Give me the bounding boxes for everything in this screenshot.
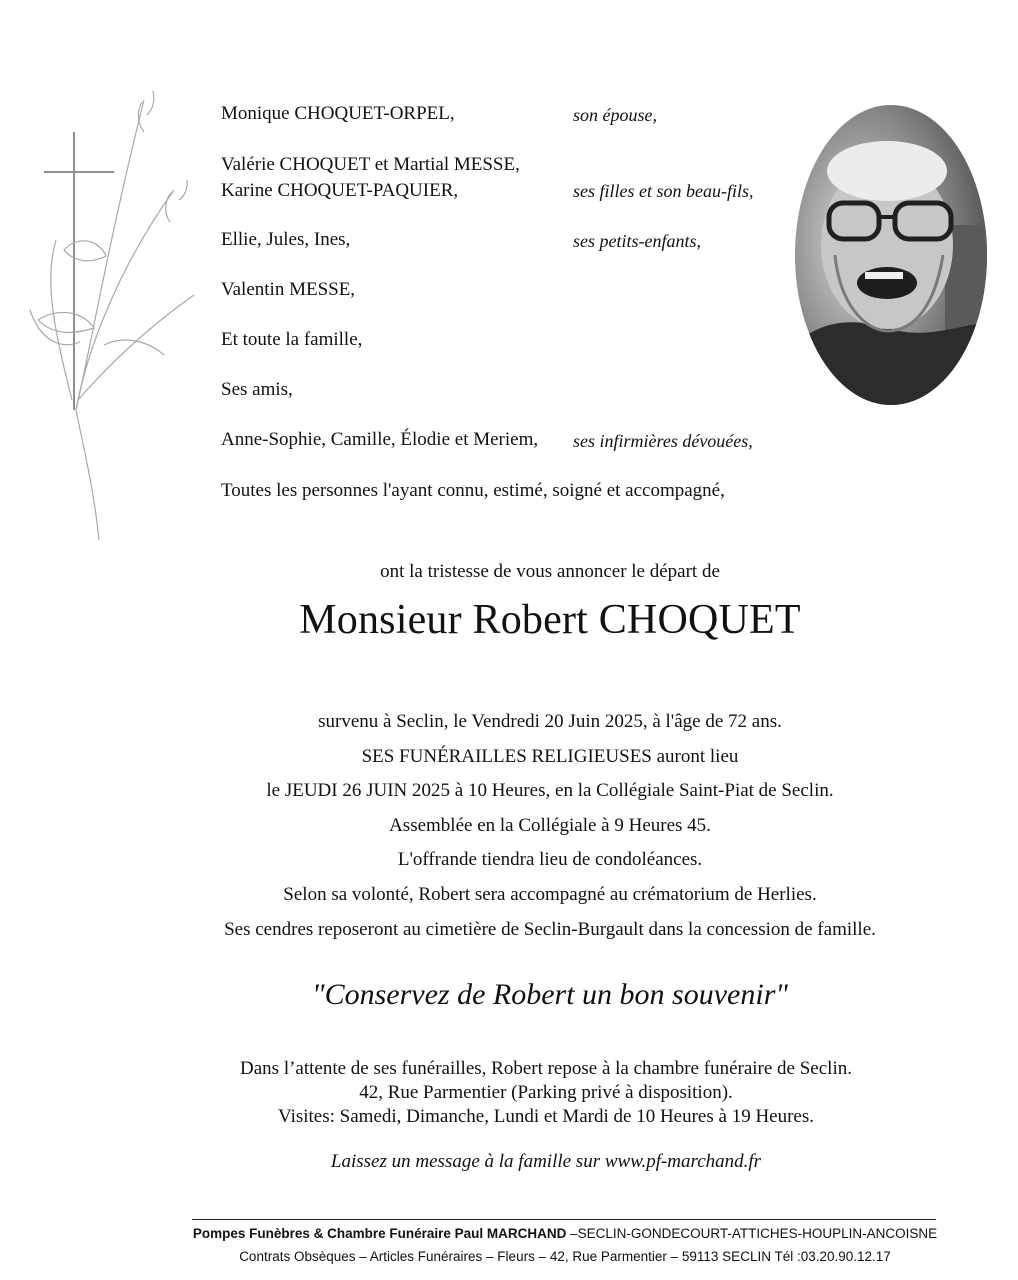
- visitation-line: Dans l’attente de ses funérailles, Robert repose à la chambre funéraire de Seclin.: [240, 1058, 852, 1079]
- family-entry-friends: [221, 377, 293, 403]
- family-names: Valentin MESSE,: [221, 279, 356, 300]
- visitation-info: [0, 1057, 1018, 1129]
- family-names: Toutes les personnes l'ayant connu, estimé, soigné et accompagné,: [221, 480, 725, 501]
- family-role-daughters: ses filles et son beau-fils,: [573, 181, 754, 201]
- detail-line: Ses cendres reposeront au cimetière de Seclin-Burgault dans la concession de famille.: [224, 918, 876, 940]
- detail-line: L'offrande tiendra lieu de condoléances.: [397, 849, 703, 871]
- detail-line: Selon sa volonté, Robert sera accompagné au crématorium de Herlies.: [283, 883, 817, 905]
- family-names: Ellie, Jules, Ines,: [221, 229, 351, 250]
- funeral-details: [0, 705, 1018, 947]
- family-entry-nurses: [221, 427, 538, 453]
- footer-towns: –SECLIN-GONDECOURT-ATTICHES-HOUPLIN-ANCOISNE: [566, 1226, 938, 1241]
- family-entry-daughters: [221, 152, 520, 204]
- family-names: Anne-Sophie, Camille, Élodie et Meriem,: [221, 429, 539, 450]
- deceased-name: Monsieur Robert CHOQUET: [299, 597, 801, 643]
- family-entry-everyone: [221, 478, 725, 504]
- detail-line: SES FUNÉRAILLES RELIGIEUSES auront lieu: [361, 745, 739, 767]
- family-role-spouse: son épouse,: [573, 105, 657, 125]
- announcement-lead: ont la tristesse de vous annoncer le départ de: [380, 561, 720, 582]
- portrait-photo: [795, 105, 987, 405]
- family-role-grandchildren: ses petits-enfants,: [573, 231, 701, 251]
- family-entry-spouse: [221, 101, 455, 127]
- footer-company-line: [0, 1226, 1018, 1241]
- detail-line: le JEUDI 26 JUIN 2025 à 10 Heures, en la Collégiale Saint-Piat de Seclin.: [266, 780, 834, 802]
- footer-contact-line: Contrats Obsèques – Articles Funéraires – Fleurs – 42, Rue Parmentier – 59113 SECLIN Tél :03.20.90.12.17: [239, 1249, 891, 1264]
- family-names: Ses amis,: [221, 379, 293, 400]
- family-names: Valérie CHOQUET et Martial MESSE,: [221, 154, 520, 175]
- family-names: Monique CHOQUET-ORPEL,: [221, 103, 455, 124]
- detail-line: survenu à Seclin, le Vendredi 20 Juin 2025, à l'âge de 72 ans.: [318, 711, 782, 732]
- memorial-quote: "Conservez de Robert un bon souvenir": [312, 978, 788, 1011]
- visitation-line: Visites: Samedi, Dimanche, Lundi et Mardi de 10 Heures à 19 Heures.: [278, 1106, 814, 1127]
- visitation-line: 42, Rue Parmentier (Parking privé à disposition).: [359, 1082, 733, 1103]
- footer-divider: [192, 1219, 936, 1220]
- online-message-note: Laissez un message à la famille sur www.pf-marchand.fr: [330, 1151, 762, 1172]
- cross-lily-decoration: [14, 80, 204, 550]
- footer-company-name: Pompes Funèbres & Chambre Funéraire Paul MARCHAND: [192, 1226, 567, 1241]
- family-entry-family: [221, 327, 362, 353]
- family-names: Et toute la famille,: [221, 329, 363, 350]
- detail-line: Assemblée en la Collégiale à 9 Heures 45.: [389, 814, 711, 836]
- family-entry-grandchildren: [221, 227, 350, 253]
- family-role-nurses: ses infirmières dévouées,: [573, 431, 753, 451]
- family-entry-valentin: [221, 277, 355, 303]
- family-names: Karine CHOQUET-PAQUIER,: [221, 180, 459, 201]
